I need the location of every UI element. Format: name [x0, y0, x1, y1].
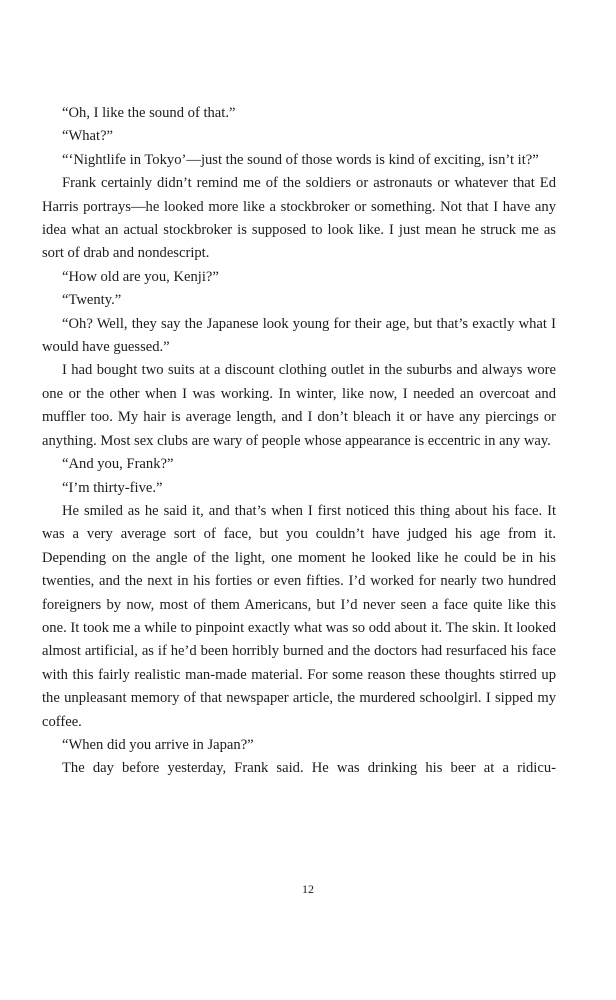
paragraph: “How old are you, Kenji?”	[62, 268, 219, 285]
body-text	[42, 102, 556, 781]
paragraph: Frank certainly didn’t remind me of the soldiers or astronauts or whatever that Ed Harris portrays—he looked more like a stockbroker or something. Not that I have any idea what an actual stockbroker is supposed to look like. I just mean he struck me as sort of drab and nondescript.	[42, 175, 556, 262]
paragraph: “Oh, I like the sound of that.”	[62, 105, 236, 121]
paragraph: “‘Nightlife in Tokyo’—just the sound of those words is kind of exciting, isn’t it?”	[62, 151, 539, 168]
paragraph: “What?”	[62, 128, 114, 145]
paragraph: “I’m thirty-five.”	[62, 479, 163, 496]
paragraph: “And you, Frank?”	[62, 456, 174, 473]
paragraph: “When did you arrive in Japan?”	[62, 736, 254, 753]
page-number: 12	[302, 882, 314, 896]
paragraph: The day before yesterday, Frank said. He was drinking his beer at a ridicu-	[62, 760, 556, 777]
paragraph: I had bought two suits at a discount clothing outlet in the suburbs and always wore one or the other when I was working. In winter, like now, I needed an overcoat and muffler too. My hair is average length, and I don’t bleach it or have any piercings or anything. Most sex clubs are wary of people whose appearance is eccentric in any way.	[42, 362, 556, 449]
paragraph: “Twenty.”	[62, 292, 122, 309]
paragraph: He smiled as he said it, and that’s when I first noticed this thing about his face. It was a very average sort of face, but you couldn’t have judged his age from it. Depending on the angle of the light, one moment he looked like he could be in his twenties, and the next in his forties or even fifties. I’d worked for nearly two hundred foreigners by now, most of them Americans, but I’d never seen a face quite like this one. It took me a while to pinpoint exactly what was so odd about it. The skin. It looked almost artificial, as if he’d been horribly burned and the doctors had resurfaced his face with this fairly realistic man-made material. For some reason these thoughts stirred up the unpleasant memory of that newspaper article, the murdered schoolgirl. I sipped my coffee.	[42, 502, 556, 730]
paragraph: “Oh? Well, they say the Japanese look young for their age, but that’s exactly what I would have guessed.”	[42, 315, 556, 356]
